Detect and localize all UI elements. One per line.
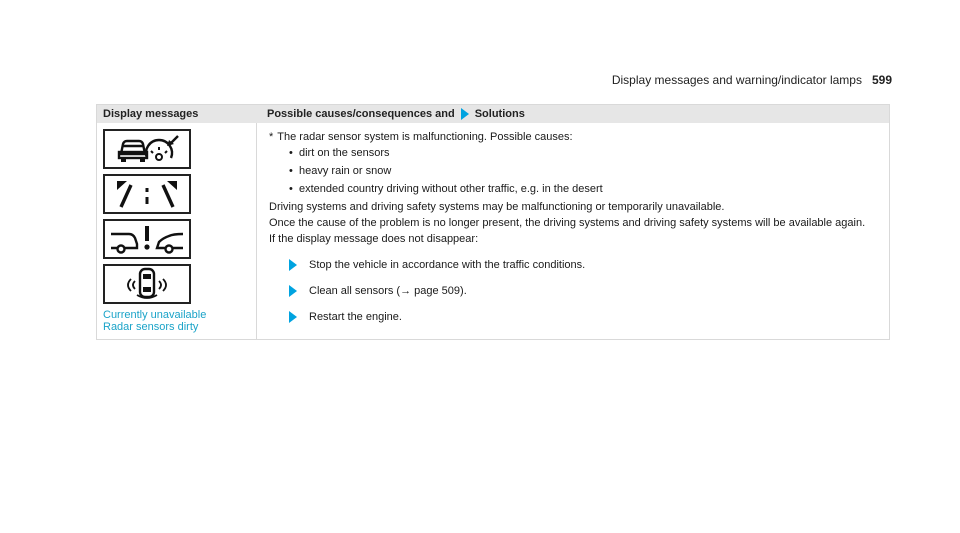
play-arrow-icon	[289, 285, 297, 297]
solution-text[interactable]: Clean all sensors (→ page 509).	[309, 285, 467, 297]
header-title: Display messages and warning/indicator lamps	[611, 73, 862, 87]
car-collision-warning-icon	[103, 219, 191, 259]
list-item: • extended country driving without other traffic, e.g. in the desert	[289, 182, 879, 196]
solution-text: Restart the engine.	[309, 311, 402, 323]
status-radar-dirty: Radar sensors dirty	[103, 321, 199, 333]
paragraph-cause-gone: Once the cause of the problem is no longer present, the driving systems and driving safety systems will be available again.	[269, 217, 866, 229]
solution-text: Stop the vehicle in accordance with the traffic conditions.	[309, 259, 586, 271]
paragraph-systems: Driving systems and driving safety systems may be malfunctioning or temporarily unavailable.	[269, 201, 725, 213]
col1-header: Display messages	[103, 108, 199, 120]
causes-solutions-cell	[257, 123, 889, 339]
parking-sensors-icon	[103, 264, 191, 304]
solution-step	[287, 310, 879, 324]
intro-text: The radar sensor system is malfunctioning. Possible causes:	[277, 131, 573, 143]
intro-line	[269, 130, 879, 144]
col2-header-text: Possible causes/consequences and	[267, 108, 455, 120]
list-item: • dirt on the sensors	[289, 146, 879, 160]
display-messages-table	[96, 104, 890, 340]
solution-step	[287, 258, 879, 272]
status-unavailable: Currently unavailable	[103, 309, 207, 321]
play-arrow-icon	[289, 259, 297, 271]
page-number: 599	[871, 73, 892, 87]
paragraph-not-disappear: If the display message does not disappear:	[269, 233, 479, 245]
lane-markings-icon	[103, 174, 191, 214]
causes-list	[289, 146, 879, 196]
star-marker: *	[269, 131, 274, 143]
car-radar-sensor-icon	[103, 129, 191, 169]
display-messages-cell	[97, 123, 257, 339]
table-header	[97, 105, 889, 123]
list-item: • heavy rain or snow	[289, 164, 879, 178]
table-row	[97, 123, 889, 339]
play-arrow-icon	[289, 311, 297, 323]
play-arrow-icon	[461, 108, 469, 120]
page-header	[612, 73, 892, 87]
col2-header-solutions: Solutions	[474, 108, 525, 120]
solution-step	[287, 284, 879, 298]
col2-header	[257, 105, 889, 123]
